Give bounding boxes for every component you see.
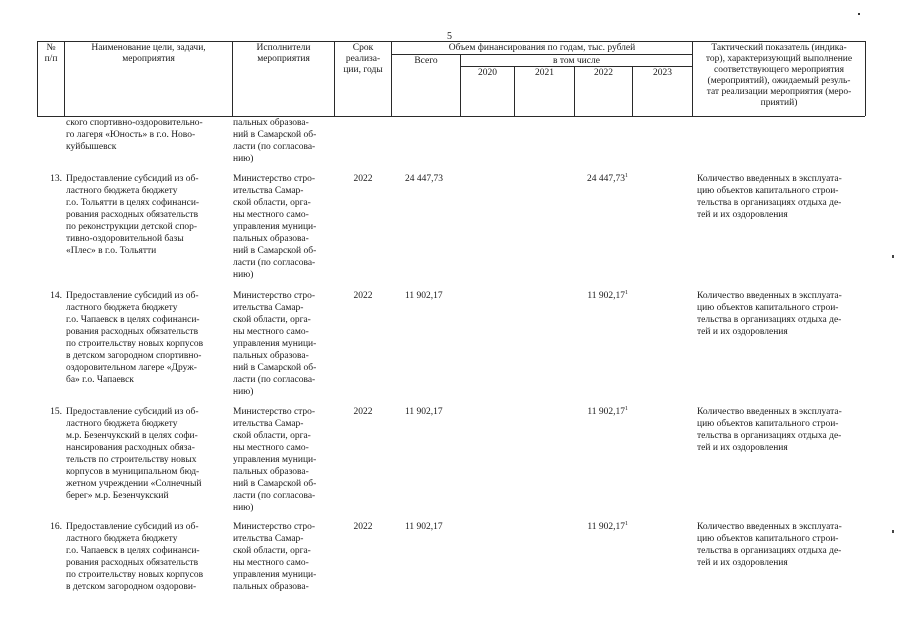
row-name: Предоставление субсидий из об- ластного бюджета бюджету м.р. Безенчукский в целях софи- нансирования расходных обяза- тельств по строительству новых корпусов в муниципальном бюд- жетном учреждении «Солнечный берег» м.р. Безенчукский: [66, 407, 202, 501]
row-term: 2022: [353, 291, 373, 301]
row-number: 13.: [50, 174, 62, 184]
row-2022-value: 11 902,17: [587, 291, 625, 301]
header-year-2021: 2021: [535, 68, 554, 78]
row-name: Предоставление субсидий из об- ластного бюджета бюджету г.о. Чапаевск в целях софинанси- рования расходных обязательств по строительству новых корпусов в детском загородном оздорови-: [66, 522, 204, 592]
row-executors: Министерство стро- ительства Самар- ской области, орга- ны местного само- управления муници- пальных образова-: [233, 522, 317, 592]
row-name: ского спортивно-оздоровительно- го лагеря «Юность» в г.о. Ново- куйбышевск: [66, 118, 203, 152]
row-indicator: Количество введенных в эксплуата- цию объектов капитального строи- тельства в организациях отдыха де- тей и их оздоровления: [697, 291, 842, 337]
header-year-2022: 2022: [594, 68, 613, 78]
header-name: Наименование цели, задачи, мероприятия: [91, 43, 206, 64]
footnote-marker: 1: [625, 289, 628, 296]
row-total: 11 902,17: [405, 407, 443, 417]
row-2022: [560, 290, 628, 302]
header-num: № п/п: [44, 43, 58, 64]
row-indicator: Количество введенных в эксплуата- цию объектов капитального строи- тельства в организациях отдыха де- тей и их оздоровления: [697, 174, 842, 220]
row-term: 2022: [353, 407, 373, 417]
footnote-marker: 1: [625, 172, 628, 179]
row-executors: Министерство стро- ительства Самар- ской области, орга- ны местного само- управления муници- пальных образова- ний в Самарской об- ласти (по согласова- нию): [233, 407, 317, 513]
row-number: 16.: [50, 522, 62, 532]
header-year-2020: 2020: [478, 68, 497, 78]
row-indicator: Количество введенных в эксплуата- цию объектов капитального строи- тельства в организациях отдыха де- тей и их оздоровления: [697, 407, 842, 453]
row-executors: Министерство стро- ительства Самар- ской области, орга- ны местного само- управления муници- пальных образова- ний в Самарской об- ласти (по согласова- нию): [233, 291, 317, 397]
row-2022-value: 11 902,17: [587, 522, 625, 532]
header-executors: Исполнители мероприятия: [256, 43, 311, 64]
row-2022: [560, 173, 628, 185]
row-2022: [560, 406, 628, 418]
row-name: Предоставление субсидий из об- ластного бюджета бюджету г.о. Чапаевск в целях софинанси- рования расходных обязательств по строительству новых корпусов в детском загородном спортивно- оздоровительном лагере «Друж- ба» г.о. Чапаевск: [66, 291, 204, 385]
footnote-marker: 1: [625, 520, 628, 527]
row-indicator: Количество введенных в эксплуата- цию объектов капитального строи- тельства в организациях отдыха де- тей и их оздоровления: [697, 522, 842, 568]
row-total: 24 447,73: [405, 174, 443, 184]
header-including: в том числе: [553, 56, 600, 66]
row-2022: [560, 521, 628, 533]
row-number: 15.: [50, 407, 62, 417]
row-term: 2022: [353, 174, 373, 184]
header-year-2023: 2023: [653, 68, 672, 78]
header-indicator: Тактический показатель (индика- тор), характеризующий выполнение соответствующего мероприятия (мероприятий), ожидаемый резуль- тат реализации мероприятия (меро- приятий): [705, 43, 853, 108]
scan-speck: [892, 255, 894, 258]
header-financing: Объем финансирования по годам, тыс. рублей: [448, 43, 636, 53]
header-total: Всего: [414, 56, 438, 66]
row-2022-value: 24 447,73: [587, 174, 625, 184]
row-number: 14.: [50, 291, 62, 301]
row-term: 2022: [353, 522, 373, 532]
row-total: 11 902,17: [405, 291, 443, 301]
row-2022-value: 11 902,17: [587, 407, 625, 417]
row-name: Предоставление субсидий из об- ластного бюджета бюджету г.о. Тольятти в целях софинанси- рования расходных обязательств по реконструкции детской спор- тивно-оздоровительной базы «Плес» в г.о. Тольятти: [66, 174, 200, 256]
scan-speck: [858, 13, 860, 15]
row-executors: Министерство стро- ительства Самар- ской области, орга- ны местного само- управления муници- пальных образова- ний в Самарской об- ласти (по согласова- нию): [233, 174, 317, 280]
header-term: Срок реализа- ции, годы: [343, 43, 383, 75]
row-executors: пальных образова- ний в Самарской об- ласти (по согласова- нию): [233, 118, 317, 164]
footnote-marker: 1: [625, 405, 628, 412]
page-number: 5: [447, 31, 452, 42]
row-total: 11 902,17: [405, 522, 443, 532]
scan-speck: [892, 530, 894, 533]
